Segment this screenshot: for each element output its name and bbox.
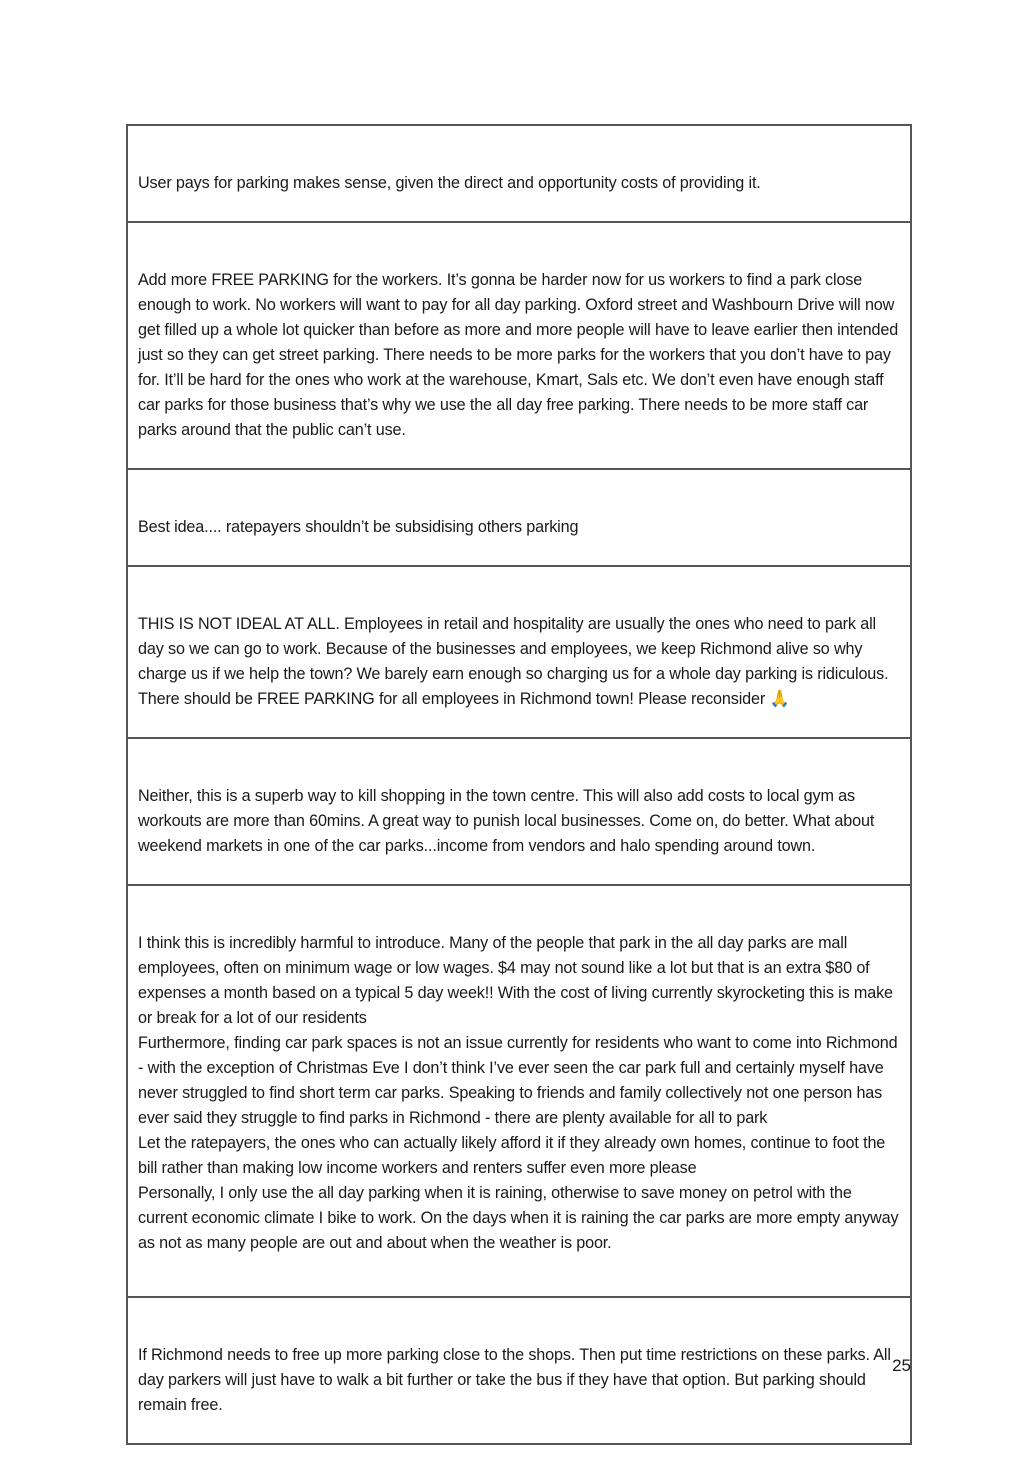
comments-table: [126, 124, 912, 1445]
table-row: [127, 125, 911, 222]
comment-text: I think this is incredibly harmful to introduce. Many of the people that park in the all day parks are mall employees, often on minimum wage or low wages. $4 may not sound like a lot but that is an extra $80 of expenses a month based on a typical 5 day week!! With the cost of living currently skyrocketing this is make or break for a lot of our residents Furthermore, finding car park spaces is not an issue currently for residents who want to come into Richmond - with the exception of Christmas Eve I don’t think I’ve ever seen the car park full and certainly myself have never struggled to find short term car parks. Speaking to friends and family collectively not one person has ever said they struggle to find parks in Richmond - there are plenty available for all to park Let the ratepayers, the ones who can actually likely afford it if they already own homes, continue to foot the bill rather than making low income workers and renters suffer even more please Personally, I only use the all day parking when it is raining, otherwise to save money on petrol with the current economic climate I bike to work. On the days when it is raining the car parks are more empty anyway as not as many people are out and about when the weather is poor.: [138, 934, 899, 1252]
comment-cell: [127, 1297, 911, 1444]
comment-text: Neither, this is a superb way to kill shopping in the town centre. This will also add costs to local gym as workouts are more than 60mins. A great way to punish local businesses. Come on, do better. What about weekend markets in one of the car parks...income from vendors and halo spending around town.: [138, 787, 875, 855]
comment-cell: [127, 885, 911, 1297]
comment-cell: [127, 125, 911, 222]
table-row: [127, 469, 911, 566]
comment-cell: [127, 469, 911, 566]
comment-text: Add more FREE PARKING for the workers. It’s gonna be harder now for us workers to find a park close enough to work. No workers will want to pay for all day parking. Oxford street and Washbourn Drive will now get filled up a whole lot quicker than before as more and more people will have to leave earlier then intended just so they can get street parking. There needs to be more parks for the workers that you don’t have to pay for. It’ll be hard for the ones who work at the warehouse, Kmart, Sals etc. We don’t even have enough staff car parks for those business that’s why we use the all day free parking. There needs to be more staff car parks around that the public can’t use.: [138, 271, 899, 439]
comment-text: THIS IS NOT IDEAL AT ALL. Employees in retail and hospitality are usually the ones who need to park all day so we can go to work. Because of the businesses and employees, we keep Richmond alive so why charge us if we help the town? We barely earn enough so charging us for a whole day parking is ridiculous. There should be FREE PARKING for all employees in Richmond town! Please reconsider 🙏: [138, 615, 889, 708]
table-row: [127, 1297, 911, 1444]
comment-cell: [127, 222, 911, 469]
comment-text: User pays for parking makes sense, given the direct and opportunity costs of providing it.: [138, 174, 761, 192]
comment-cell: [127, 566, 911, 738]
page-number: 25: [892, 1356, 911, 1375]
comment-text: Best idea.... ratepayers shouldn’t be subsidising others parking: [138, 518, 579, 536]
table-row: [127, 566, 911, 738]
table-row: [127, 885, 911, 1297]
comment-text: If Richmond needs to free up more parking close to the shops. Then put time restrictions on these parks. All day parkers will just have to walk a bit further or take the bus if they have that option. But parking should remain free.: [138, 1346, 891, 1414]
table-row: [127, 738, 911, 885]
table-row: [127, 222, 911, 469]
comment-cell: [127, 738, 911, 885]
